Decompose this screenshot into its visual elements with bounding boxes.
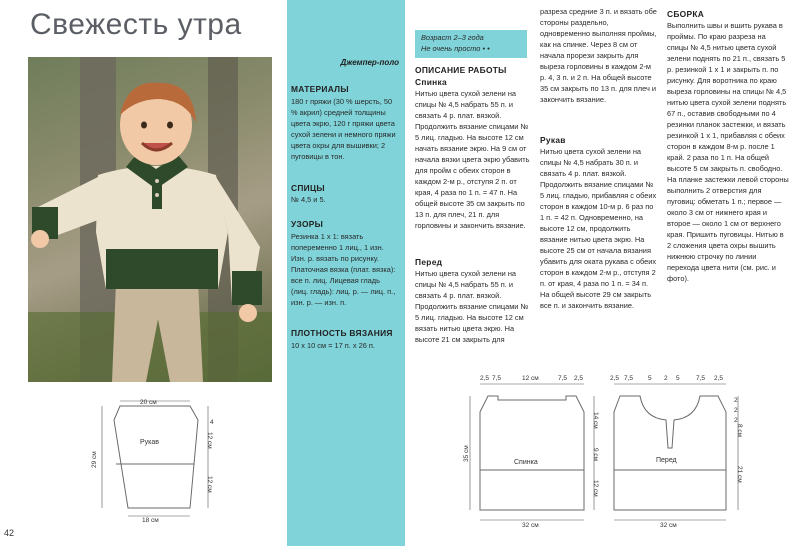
sleeve-heading: Рукав <box>540 135 566 145</box>
front-neck-dim: 2 <box>734 407 738 414</box>
back-schematic <box>462 372 612 532</box>
back-total-height: 35 см <box>463 445 470 462</box>
density-heading: ПЛОТНОСТЬ ВЯЗАНИЯ <box>291 328 393 338</box>
sleeve-label: Рукав <box>140 439 159 446</box>
back-bottom-height: 12 см <box>592 480 599 497</box>
back-armhole-height: 14 см <box>592 412 599 429</box>
patterns-text: Резинка 1 х 1: вязать попеременно 1 лиц., 1 изн. Изн. р. вязать по рисунку. Платочная вязка (плат. вязка): все п. лиц. Лицевая гладь (лиц. гладь): лиц. р. — лиц. п., изн. р. — изн. п. <box>291 232 396 307</box>
sleeve-total-height: 29 см <box>91 451 98 468</box>
back-top-dim: 2,5 <box>574 375 584 382</box>
front-heading: Перед <box>415 257 443 267</box>
sleeve-text: Нитью цвета сухой зелени на спицы № 4,5 набрать 30 п. и связать 4 р. плат. вязкой. Продолжить вязание спицами № 5 лиц. гладью, прибавляя с обеих сторон в каждом 10-м р. 6 раз по 1 п. = 42 п. Одновременно, на высоте 12 см, продолжить вязание нитью цвета экрю. На высоте 25 см от начала вязания убавить для оката рукава с обеих сторон в каждом 2-м р., отступя 2 п. от края, 4 раза по 1 п. = 34 п. На общей высоте 29 см закрыть все п. и закончить вязание. <box>540 147 657 310</box>
sleeve-cap-height: 4 <box>210 419 214 426</box>
page-title: Свежесть утра <box>30 8 242 41</box>
back-top-dim: 2,5 <box>480 375 490 382</box>
front-top-dim: 2 <box>664 375 668 382</box>
age-difficulty-tab <box>415 30 527 58</box>
assembly-heading: СБОРКА <box>667 9 705 19</box>
front-continued-text: разреза средние 3 п. и вязать обе стороны раздельно, одновременно выполняя проймы, как на спинке. Через 8 см от начала прорези закрыть для выреза горловины в каждом 2-м р. 4, 3 п. и 2 п. На общей высоте 35 см закрыть по 13 п. для плеч и закончить вязание. <box>540 7 657 104</box>
needles-heading: СПИЦЫ <box>291 183 325 193</box>
age-label: Возраст 2–3 года <box>421 33 484 42</box>
back-label: Спинка <box>514 459 538 466</box>
front-top-dim: 7,5 <box>624 375 634 382</box>
front-neck-dim: 2 <box>734 417 738 424</box>
front-top-dim: 5 <box>676 375 680 382</box>
child-photo <box>28 57 272 382</box>
sleeve-bottom-width: 18 см <box>142 517 159 524</box>
garment-subtitle: Джемпер-поло <box>340 58 399 67</box>
density-text: 10 х 10 см = 17 п. х 26 п. <box>291 341 375 350</box>
front-neck-dim: 2 <box>734 397 738 404</box>
materials-text: 180 г пряжи (30 % шерсть, 50 % акрил) средней толщины цвета экрю, 120 г пряжи цвета сухой зелени и немного пряжи цвета охры для вышивки; 2 пуговицы в тон. <box>291 97 396 161</box>
front-top-dim: 2,5 <box>714 375 724 382</box>
front-top-dim: 5 <box>648 375 652 382</box>
difficulty-label: Не очень просто • • <box>421 44 490 53</box>
front-total-height: 21 см <box>736 466 743 483</box>
back-width: 32 см <box>522 522 539 529</box>
front-width: 32 см <box>660 522 677 529</box>
front-top-dim: 2,5 <box>610 375 620 382</box>
child-photo-illustration <box>28 57 272 382</box>
sleeve-upper-height: 12 см <box>206 432 213 449</box>
back-middle-height: 9 см <box>592 448 599 462</box>
description-heading: ОПИСАНИЕ РАБОТЫ <box>415 65 507 75</box>
front-top-dim: 7,5 <box>696 375 706 382</box>
sleeve-schematic <box>90 398 220 528</box>
front-label: Перед <box>656 457 677 464</box>
back-top-dim: 7,5 <box>558 375 568 382</box>
back-text: Нитью цвета сухой зелени на спицы № 4,5 набрать 55 п. и связать 4 р. плат. вязкой. Продолжить вязание спицами № 5 лиц. гладью. На высоте 12 см начать вязание экрю. На 9 см от начала вязки цвета экрю убавить для пройм с обеих сторон в каждом 2-м р., отступя 2 п. от края, 4 раза по 1 п. = 47 п. На общей высоте 35 см закрыть по 13 п. для плеч, 21 п. для горловины и закончить вязание. <box>415 89 530 230</box>
sleeve-lower-height: 12 см <box>206 476 213 493</box>
patterns-heading: УЗОРЫ <box>291 219 324 229</box>
materials-heading: МАТЕРИАЛЫ <box>291 84 349 94</box>
materials-sidebar <box>287 0 405 546</box>
needles-text: № 4,5 и 5. <box>291 195 326 204</box>
page-number: 42 <box>4 528 15 538</box>
front-text: Нитью цвета сухой зелени на спицы № 4,5 набрать 55 п. и связать 4 р. плат. вязкой. Продолжить вязание спицами № 5 лиц. гладью. На высоте 12 см вязать нитью цвета экрю. На высоте 21 см закрыть для <box>415 269 529 344</box>
assembly-text: Выполнить швы и вшить рукава в проймы. По краю разреза на спицы № 4,5 нитью цвета сухой зелени поднять по 21 п., связать 5 р. резинкой 1 х 1 и закрыть п. по рисунку. Для воротника по краю выреза горловины на спицы № 4,5 нитью цвета сухой зелени поднять 67 п., оставив свободными по 4 резинки планок застежки, и вязать резинкой 1 х 1, прибавляя с обеих сторон в каждом 8-м р. после 1 край. 2 раза по 1 п. На общей высоте 5 см закрыть п. свободно. На планке застежки левой стороны выполнить 2 отверстия для пуговиц: обметать 1 п.; первое — около 3 см от нижнего края и второе — около 1 см от верхнего края. Пришить пуговицы. Нитью в 2 сложения цвета охры вышить нижнюю строчку по линии перехода цвета нити (см. рис. и фото). <box>667 21 789 283</box>
sleeve-top-width: 20 см <box>140 399 157 406</box>
back-heading: Спинка <box>415 77 447 87</box>
back-top-dim: 7,5 <box>492 375 502 382</box>
back-top-dim: 12 см <box>522 375 539 382</box>
front-schematic <box>604 372 754 532</box>
front-slit-height: 8 см <box>736 424 743 438</box>
